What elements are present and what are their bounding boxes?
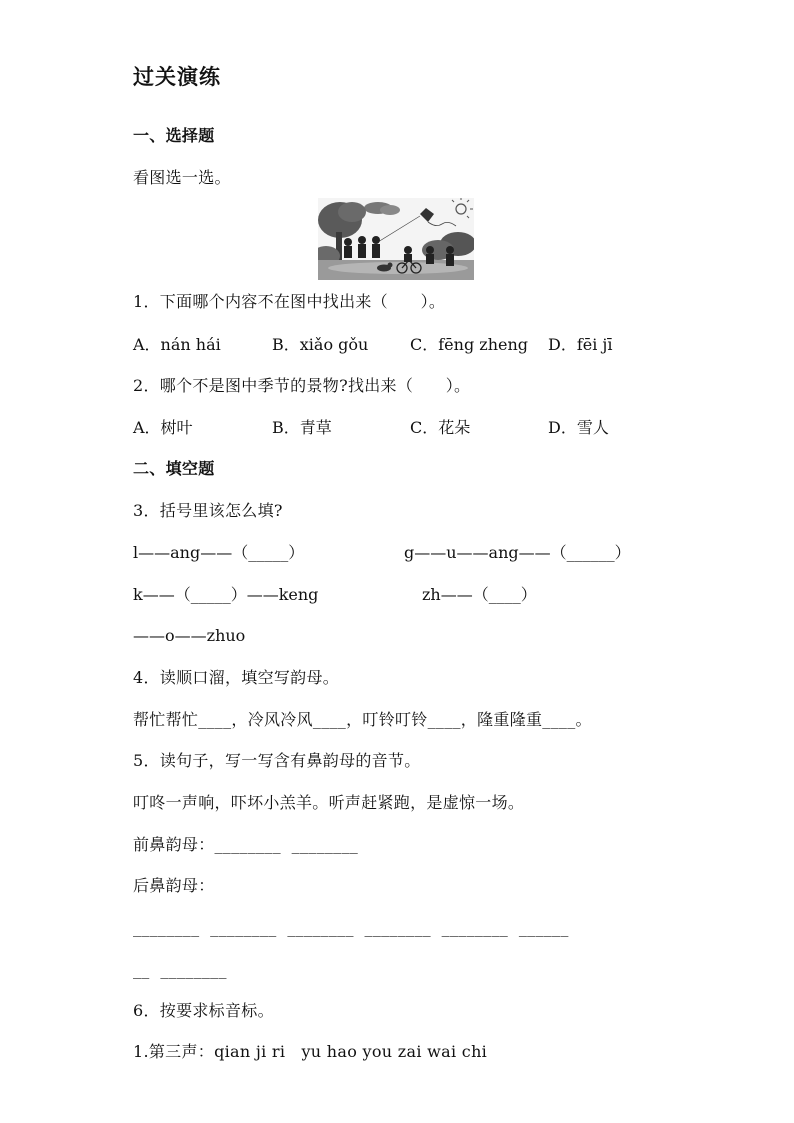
q3-stem: 3．括号里该怎么填?	[133, 501, 283, 520]
q6-item-1: 1.第三声：qian ji ri yu hao you zai wai chi	[133, 1042, 488, 1061]
q2-option-c: C．花朵	[410, 418, 471, 437]
q4-rhyme-text: 帮忙帮忙____，冷风冷风____，叮铃叮铃____，隆重隆重____。	[133, 710, 592, 729]
q2-option-b: B．青草	[272, 418, 332, 437]
q1-option-b: B．xiǎo gǒu	[272, 335, 369, 354]
q3-blank-1: l——ang——（_____）	[133, 543, 305, 562]
q2-stem: 2．哪个不是图中季节的景物?找出来（ ）。	[133, 376, 471, 395]
q1-option-d: D．fēi jī	[548, 335, 613, 354]
kite-scene-illustration	[318, 198, 474, 280]
q5-stem: 5．读句子，写一写含有鼻韵母的音节。	[133, 751, 421, 770]
q4-stem: 4．读顺口溜，填空写韵母。	[133, 668, 340, 687]
q2-option-d: D．雪人	[548, 418, 609, 437]
q1-stem: 1．下面哪个内容不在图中找出来（ ）。	[133, 292, 446, 311]
section-heading-choice: 一、选择题	[133, 126, 215, 145]
intro-text: 看图选一选。	[133, 168, 231, 187]
q3-blank-4: zh——（____）	[422, 585, 537, 604]
q1-option-a: A．nán hái	[133, 335, 221, 354]
section-heading-fill: 二、填空题	[133, 459, 215, 478]
q3-blank-5: ——o——zhuo	[133, 626, 246, 645]
page-title: 过关演练	[133, 65, 221, 89]
q6-stem: 6．按要求标音标。	[133, 1001, 274, 1020]
q5-back-nasal-blanks-2: __ ________	[133, 960, 227, 979]
q5-back-nasal-label: 后鼻韵母：	[133, 876, 215, 895]
q3-blank-3: k——（_____）——keng	[133, 585, 319, 604]
q5-back-nasal-blanks-1: ________ ________ ________ ________ ________ ______	[133, 918, 569, 937]
q5-sentence: 叮咚一声响，吓坏小羔羊。听声赶紧跑，是虚惊一场。	[133, 793, 525, 812]
q3-blank-2: g——u——ang——（______）	[404, 543, 631, 562]
q2-option-a: A．树叶	[133, 418, 193, 437]
q1-option-c: C．fēng zheng	[410, 335, 529, 354]
q5-front-nasal: 前鼻韵母：________ ________	[133, 835, 359, 854]
